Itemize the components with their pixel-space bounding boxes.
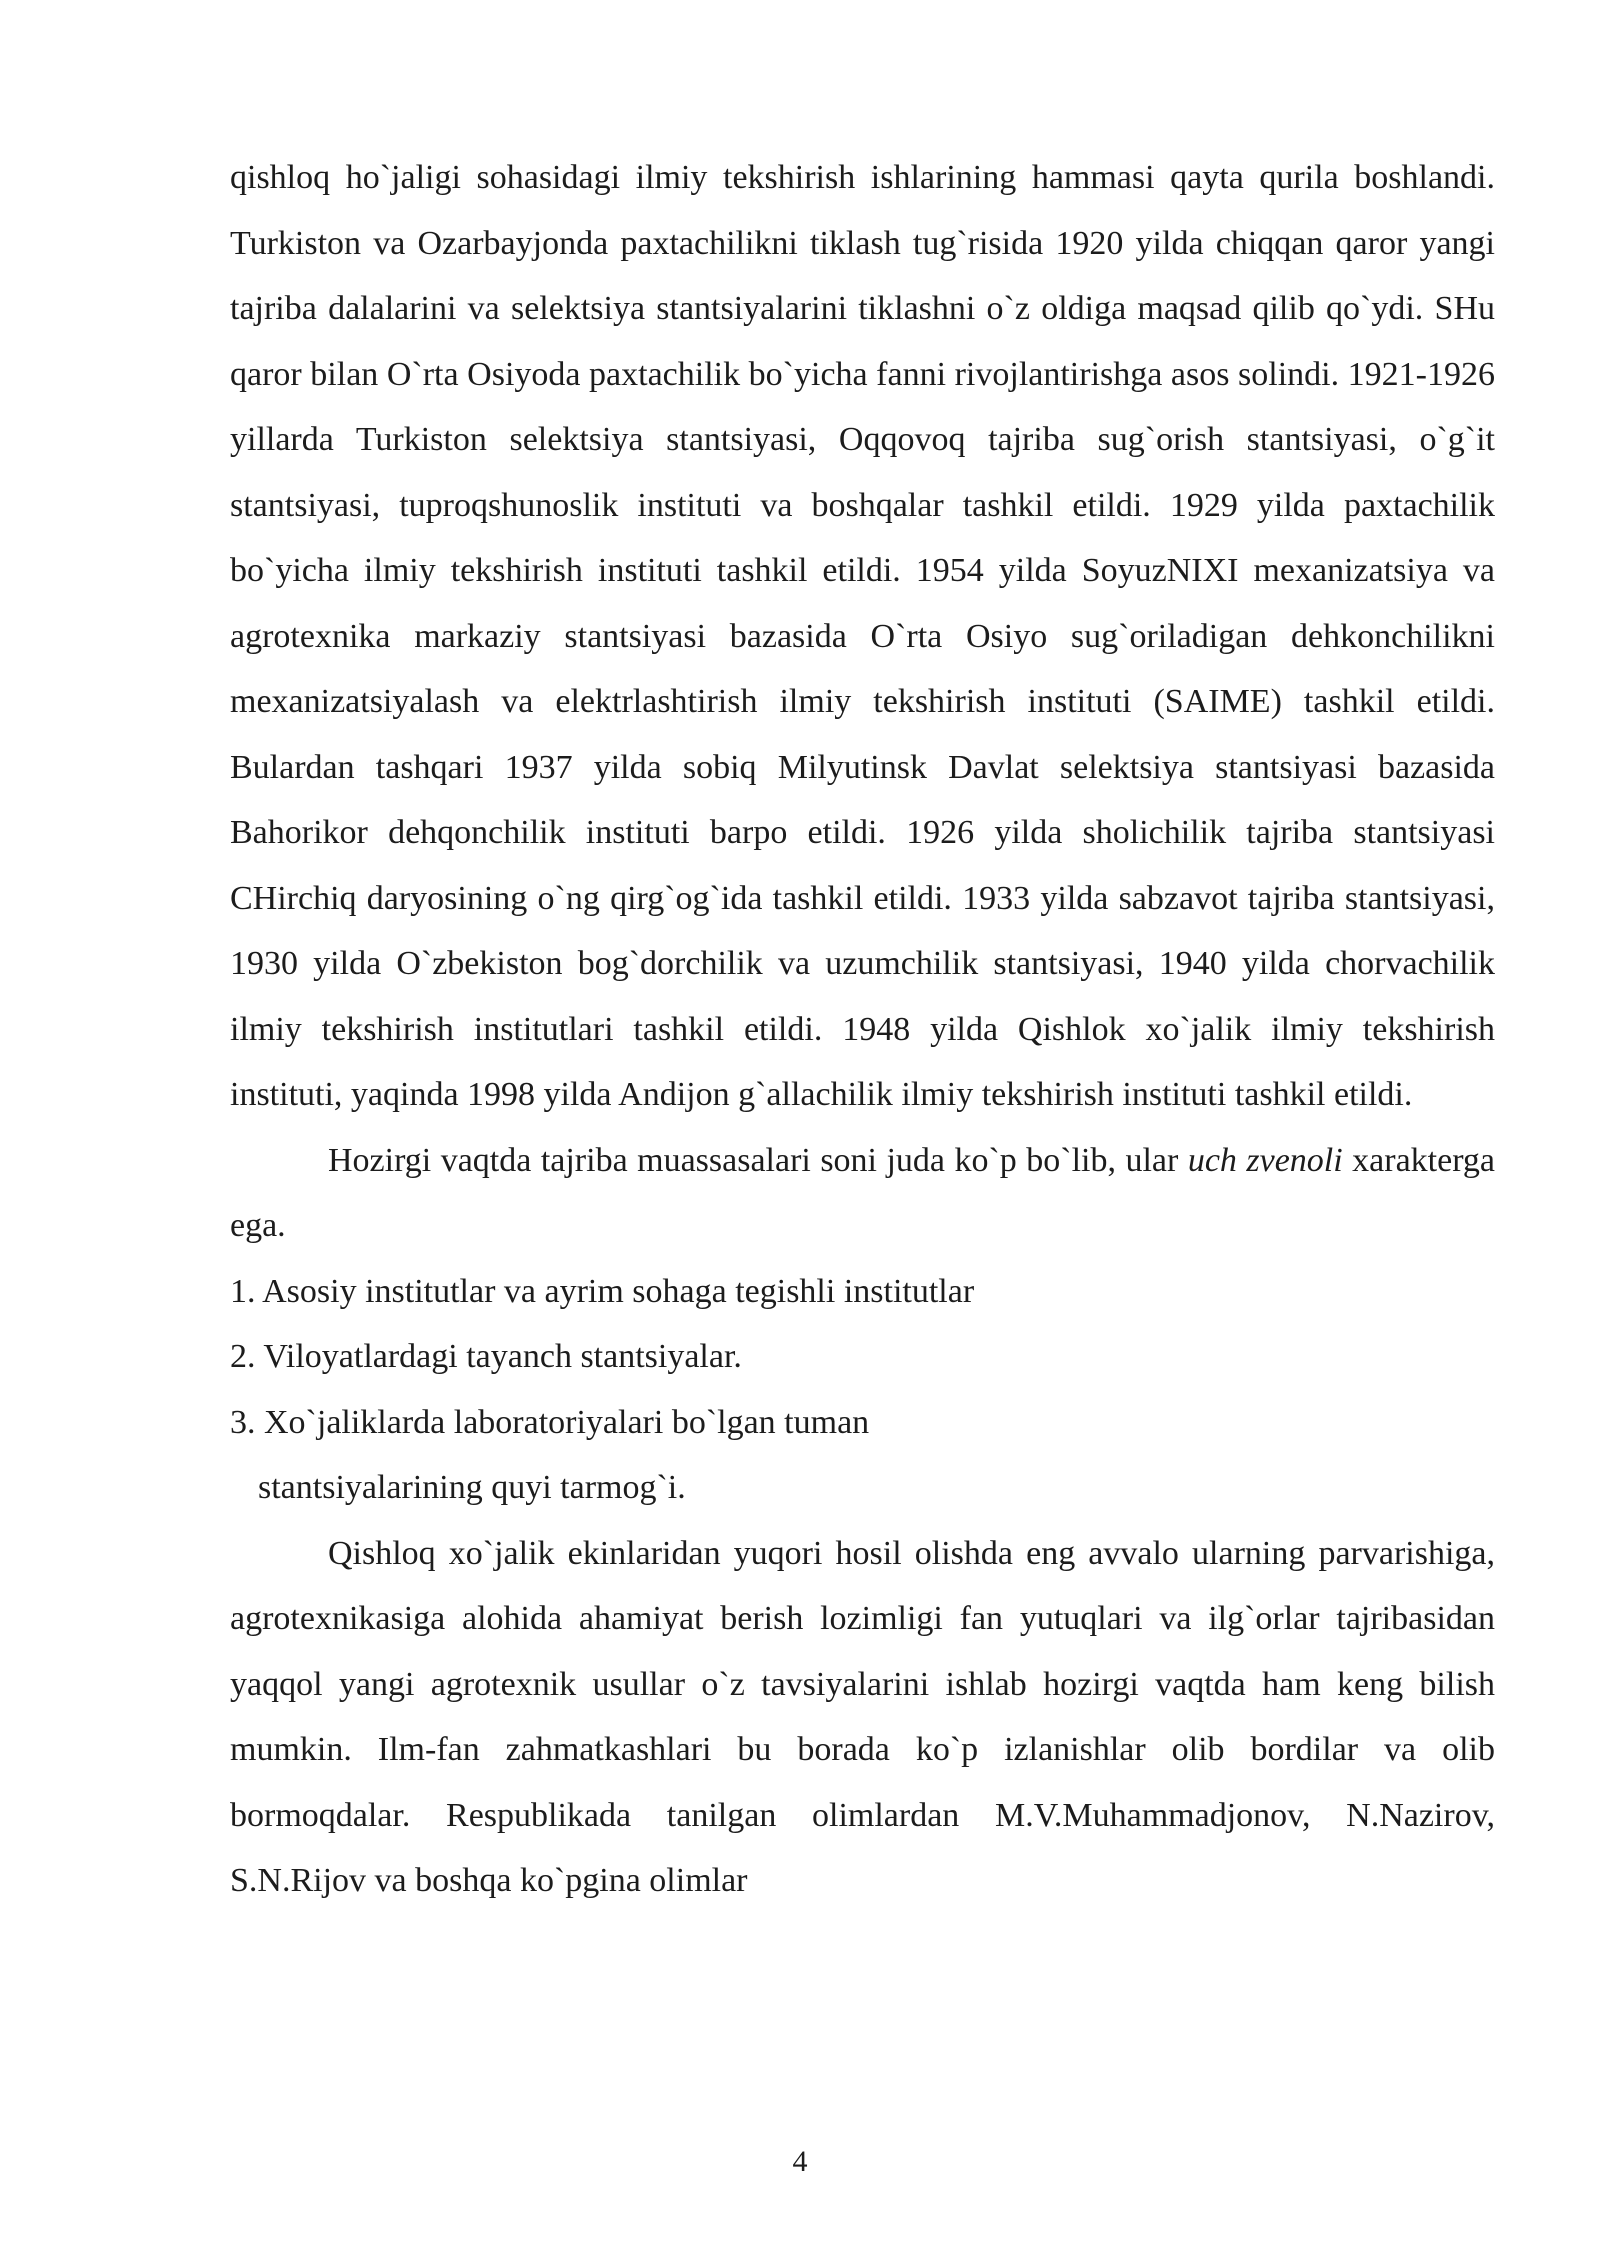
paragraph-three-tier xyxy=(230,1128,1495,1259)
document-page xyxy=(230,145,1495,1914)
page-number: 4 xyxy=(792,2145,808,2178)
list-item xyxy=(230,1390,1495,1521)
paragraph-three-tier-end: xarakterga ega. xyxy=(230,1141,1496,1244)
paragraph-history: qishloq ho`jaligi sohasidagi ilmiy tekshirish ishlarining hammasi qayta qurila boshlandi. Turkiston va Ozarbayjonda paxtachilikni tiklash tug`risida 1920 yilda chiqqan qaror yangi tajriba dalalarini va selektsiya stantsiyalarini tiklashni o`z oldiga maqsad qilib qo`ydi. SHu qaror bilan O`rta Osiyoda paxtachilik bo`yicha fanni rivojlantirishga asos solindi. 1921-1926 yillarda Turkiston selektsiya stantsiyasi, Oqqovoq tajriba sug`orish stantsiyasi, o`g`it stantsiyasi, tuproqshunoslik instituti va boshqalar tashkil etildi. 1929 yilda paxtachilik bo`yicha ilmiy tekshirish instituti tashkil etildi. 1954 yilda SoyuzNIXI mexanizatsiya va agrotexnika markaziy stantsiyasi bazasida O`rta Osiyo sug`oriladigan dehkonchilikni mexanizatsiyalash va elektrlashtirish ilmiy tekshirish instituti (SAIME) tashkil etildi. Bulardan tashqari 1937 yilda sobiq Milyutinsk Davlat selektsiya stantsiyasi bazasida Bahorikor dehqonchilik instituti barpo etildi. 1926 yilda sholichilik tajriba stantsiyasi CHirchiq daryosining o`ng qirg`og`ida tashkil etildi. 1933 yilda sabzavot tajriba stantsiyasi, 1930 yilda O`zbekiston bog`dorchilik va uzumchilik stantsiyasi, 1940 yilda chorvachilik ilmiy tekshirish institutlari tashkil etildi. 1948 yilda Qishlok xo`jalik ilmiy tekshirish instituti, yaqinda 1998 yilda Andijon g`allachilik ilmiy tekshirish instituti tashkil etildi. xyxy=(230,159,1495,1113)
italic-phrase: uch zvenoli xyxy=(1187,1141,1343,1179)
institution-tier-list xyxy=(230,1259,1495,1521)
list-item: 1. Asosiy institutlar va ayrim sohaga tegishli institutlar xyxy=(230,1272,975,1310)
list-item-continuation: stantsiyalarining quyi tarmog`i. xyxy=(258,1469,686,1506)
paragraph-three-tier-start: Hozirgi vaqtda tajriba muassasalari soni juda ko`p bo`lib, ular xyxy=(328,1141,1188,1179)
list-item-text: 3. Xo`jaliklarda laboratoriyalari bo`lgan tuman xyxy=(230,1403,870,1441)
list-item: 2. Viloyatlardagi tayanch stantsiyalar. xyxy=(230,1338,742,1375)
paragraph-agrotechnics: Qishloq xo`jalik ekinlaridan yuqori hosil olishda eng avvalo ularning parvarishiga, agrotexnikasiga alohida ahamiyat berish lozimligi fan yutuqlari va ilg`orlar tajribasidan yaqqol yangi agrotexnik usullar o`z tavsiyalarini ishlab hozirgi vaqtda ham keng bilish mumkin. Ilm-fan zahmatkashlari bu borada ko`p izlanishlar olib bordilar va olib bormoqdalar. Respublikada tanilgan olimlardan M.V.Muhammadjonov, N.Nazirov, S.N.Rijov va boshqa ko`pgina olimlar xyxy=(230,1534,1495,1899)
